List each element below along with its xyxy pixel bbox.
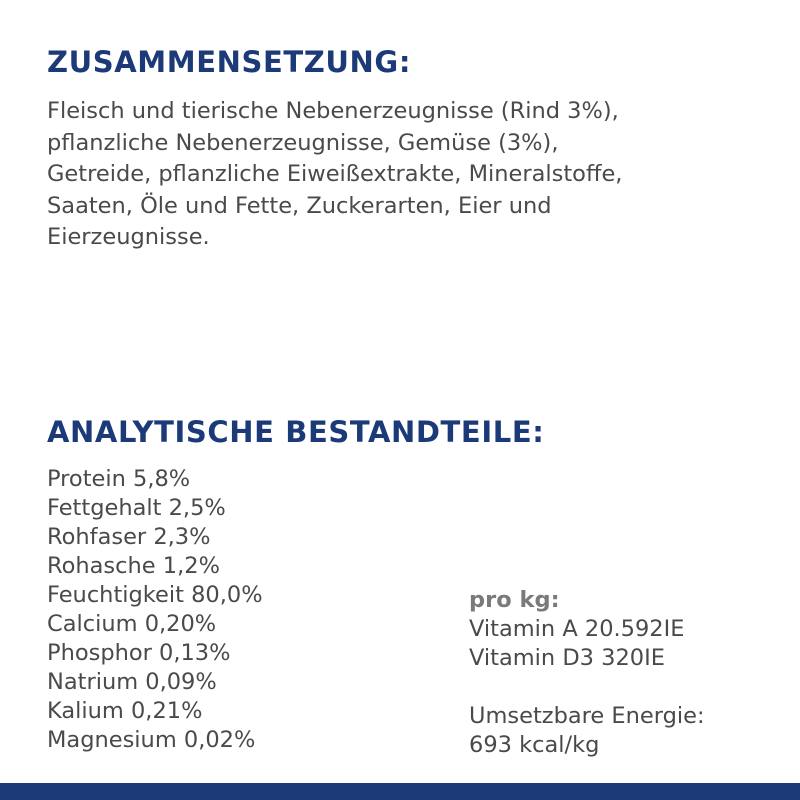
- per-kg-label: pro kg:: [469, 587, 560, 613]
- composition-line: Saaten, Öle und Fette, Zuckerarten, Eier und: [47, 192, 552, 219]
- list-item: Feuchtigkeit 80,0%: [47, 582, 263, 608]
- analytical-list: [47, 465, 263, 755]
- list-item: Protein 5,8%: [47, 466, 191, 492]
- list-item: Rohfaser 2,3%: [47, 524, 211, 550]
- spacer: [469, 673, 705, 702]
- energy-value: 693 kcal/kg: [469, 732, 600, 758]
- list-item: Fettgehalt 2,5%: [47, 495, 226, 521]
- composition-line: Getreide, pflanzliche Eiweißextrakte, Mineralstoffe,: [47, 161, 623, 187]
- analytical-heading: ANALYTISCHE BESTANDTEILE:: [47, 415, 545, 449]
- vitamin-d3-value: Vitamin D3 320IE: [469, 645, 665, 671]
- list-item: Magnesium 0,02%: [47, 727, 256, 753]
- list-item: Calcium 0,20%: [47, 611, 217, 637]
- per-kg-block: [469, 586, 705, 760]
- list-item: Phosphor 0,13%: [47, 640, 231, 666]
- list-item: Rohasche 1,2%: [47, 553, 220, 579]
- composition-heading: ZUSAMMENSETZUNG:: [47, 45, 412, 79]
- composition-line: pflanzliche Nebenerzeugnisse, Gemüse (3%),: [47, 129, 559, 156]
- composition-line: Fleisch und tierische Nebenerzeugnisse (Rind 3%),: [47, 98, 619, 124]
- list-item: Natrium 0,09%: [47, 669, 217, 695]
- list-item: Kalium 0,21%: [47, 698, 203, 724]
- vitamin-a-value: Vitamin A 20.592IE: [469, 616, 685, 642]
- bottom-bar: [0, 783, 800, 800]
- composition-text: [47, 96, 787, 254]
- energy-label: Umsetzbare Energie:: [469, 703, 705, 729]
- composition-line: Eierzeugnisse.: [47, 224, 210, 250]
